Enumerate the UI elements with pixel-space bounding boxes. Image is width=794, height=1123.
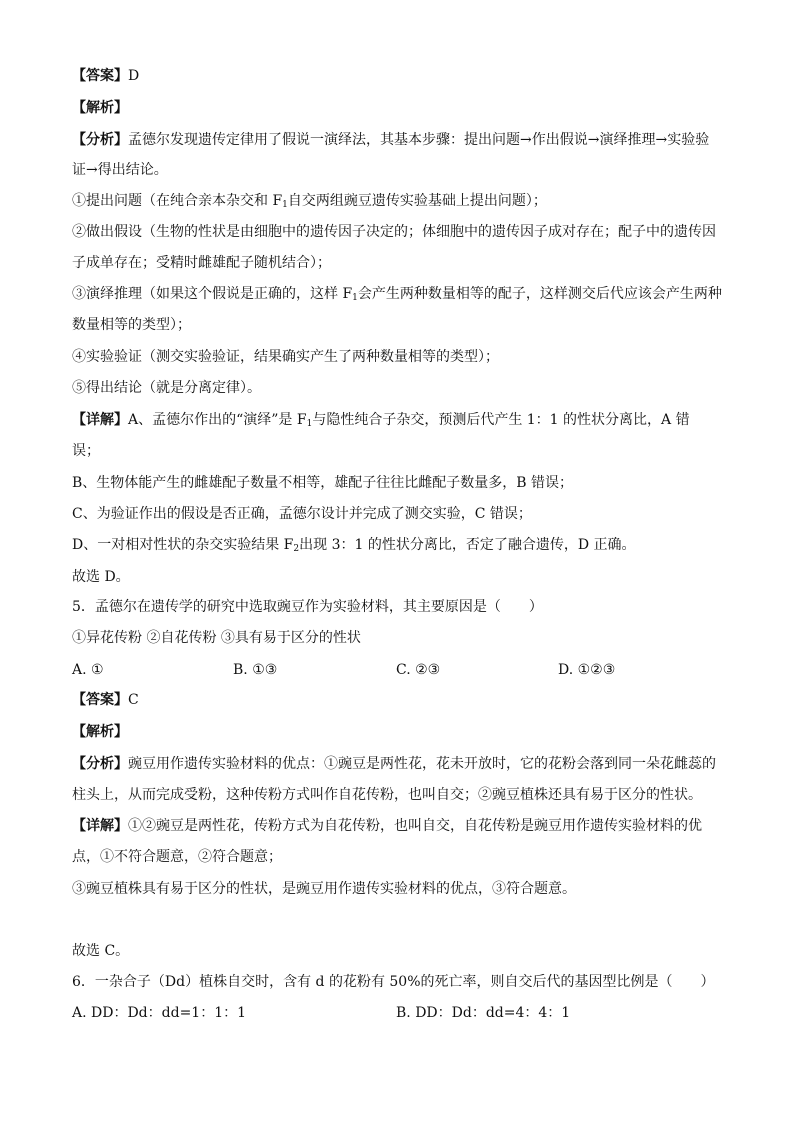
q4-detail-b: B、生物体能产生的雌雄配子数量不相等，雄配子往往比雌配子数量多，B 错误；	[72, 475, 574, 491]
detail-tag: 【详解】	[72, 412, 128, 428]
q4-step3-line2: 数量相等的类型）；	[72, 317, 191, 333]
answer-value: D	[128, 68, 140, 84]
q5-fenxi-line2: 柱头上，从而完成受粉，这种传粉方式叫作自花传粉，也叫自交；②豌豆植株还具有易于区分的性状。	[72, 787, 702, 803]
q4-detail-c: C、为验证作出的假设是否正确，孟德尔设计并完成了测交实验，C 错误；	[72, 506, 532, 522]
q5-fenxi-line1: 【分析】豌豆用作遗传实验材料的优点：①豌豆是两性花，花未开放时，它的花粉会落到同一朵花雌蕊的	[72, 756, 716, 772]
answer-tag: 【答案】	[72, 68, 128, 84]
answer-tag: 【答案】	[72, 692, 128, 708]
fenxi-tag: 【分析】	[72, 756, 128, 772]
q4-conclusion: 故选 D。	[72, 569, 130, 585]
q4-step2-line1: ②做出假设（生物的性状是由细胞中的遗传因子决定的；体细胞中的遗传因子成对存在；配子中的遗传因	[72, 224, 716, 240]
detail-tag: 【详解】	[72, 818, 128, 834]
q4-step1: ①提出问题（在纯合亲本杂交和 $F_1$自交两组豌豆遗传实验基础上提出问题）；	[72, 193, 547, 210]
q4-step2-line2: 子成单存在；受精时雌雄配子随机结合）；	[72, 255, 331, 271]
q5-analysis-heading: 【解析】	[72, 724, 128, 740]
q5-stem: 5．孟德尔在遗传学的研究中选取豌豆作为实验材料，其主要原因是（ ）	[72, 599, 543, 615]
q5-answer-line	[72, 690, 139, 710]
q4-step5: ⑤得出结论（就是分离定律）。	[72, 380, 261, 396]
q5-option-b: B. ①③	[233, 662, 278, 678]
q6-stem: 6．一杂合子（Dd）植株自交时，含有 d 的花粉有 50%的死亡率，则自交后代的基因型比例是（ ）	[72, 974, 715, 990]
q4-step3-line1: ③演绎推理（如果这个假说是正确的，这样 $F_1$会产生两种数量相等的配子，这样测交后代应该会产生两种	[72, 286, 722, 303]
q6-option-b: B. DD：Dd：dd=4：4：1	[396, 1005, 571, 1021]
q4-analysis-heading: 【解析】	[72, 100, 128, 116]
q4-answer-line	[72, 66, 139, 86]
q5-items: ①异花传粉 ②自花传粉 ③具有易于区分的性状	[72, 630, 361, 646]
q5-option-d: D. ①②③	[558, 662, 616, 678]
q4-fenxi-line1: 【分析】孟德尔发现遗传定律用了假说一演绎法，其基本步骤：提出问题→作出假说→演绎推理→实验验	[72, 132, 710, 148]
answer-value: C	[128, 692, 139, 708]
q5-detail-line3: ③豌豆植株具有易于区分的性状，是豌豆用作遗传实验材料的优点，③符合题意。	[72, 881, 576, 897]
q4-detail-a-line1: 【详解】A、孟德尔作出的“演绎”是 $F_1$与隐性纯合子杂交，预测后代产生 1：1 的性状分离比，A 错	[72, 412, 690, 429]
q4-step4: ④实验验证（测交实验验证，结果确实产生了两种数量相等的类型）；	[72, 349, 499, 365]
fenxi-tag: 【分析】	[72, 132, 128, 148]
q6-option-a: A. DD：Dd：dd=1：1：1	[72, 1005, 247, 1021]
q4-fenxi-line2: 证→得出结论。	[72, 162, 168, 178]
q4-detail-d: D、一对相对性状的杂交实验结果 $F_2$出现 3：1 的性状分离比，否定了融合遗传，D 正确。	[72, 537, 636, 554]
q4-detail-a-line2: 误；	[72, 443, 100, 459]
q5-conclusion: 故选 C。	[72, 943, 130, 959]
q5-option-a: A. ①	[72, 662, 104, 678]
q5-option-c: C. ②③	[396, 662, 441, 678]
q5-detail-line2: 点，①不符合题意，②符合题意；	[72, 849, 282, 865]
q5-detail-line1: 【详解】①②豌豆是两性花，传粉方式为自花传粉，也叫自交，自花传粉是豌豆用作遗传实验材料的优	[72, 818, 702, 834]
